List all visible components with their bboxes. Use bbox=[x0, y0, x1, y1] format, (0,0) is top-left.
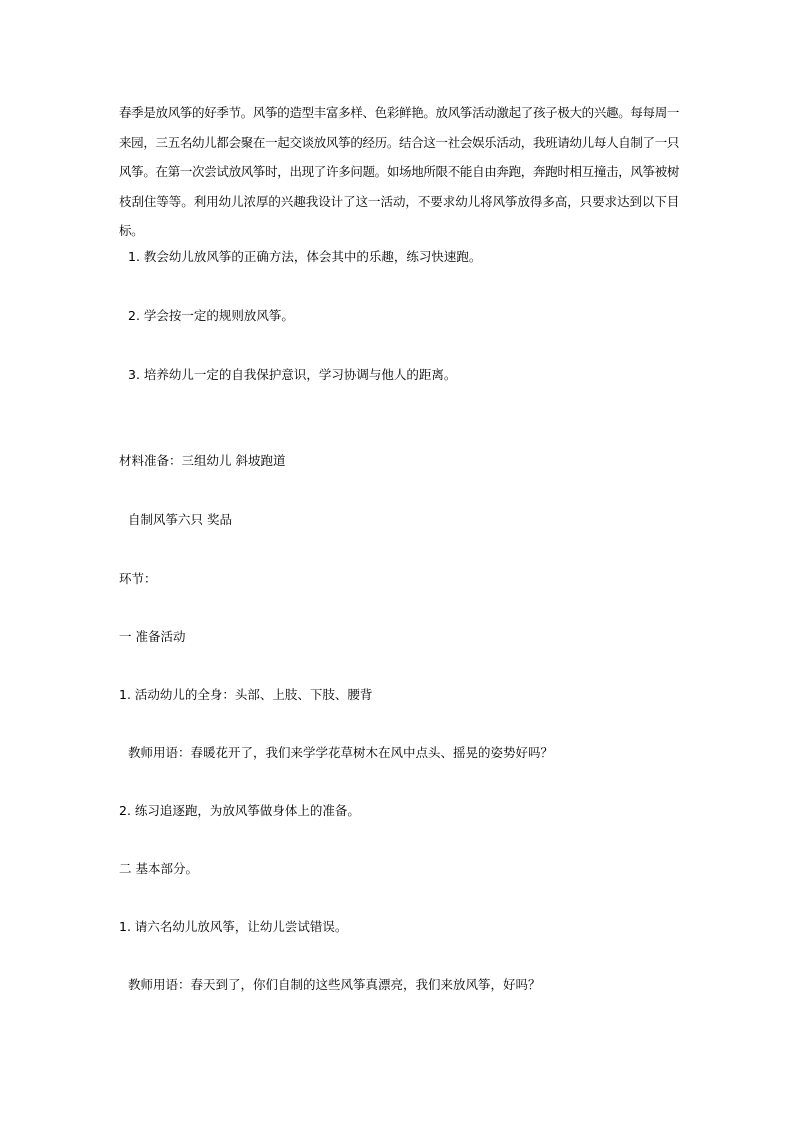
section-2-item-1: 1. 请六名幼儿放风筝，让幼儿尝试错误。 bbox=[119, 919, 348, 934]
section-2-heading: 二 基本部分。 bbox=[119, 861, 198, 876]
section-1-item-1: 1. 活动幼儿的全身：头部、上肢、下肢、腰背 bbox=[119, 687, 373, 702]
materials-line-2: 自制风筝六只 奖品 bbox=[128, 512, 232, 527]
intro-paragraph: 春季是放风筝的好季节。风筝的造型丰富多样、色彩鲜艳。放风筝活动激起了孩子极大的兴趣。每每周一来园，三五名幼儿都会聚在一起交谈放风筝的经历。结合这一社会娱乐活动，我班请幼儿每人自制了一只风筝。在第一次尝试放风筝时，出现了许多问题。如场地所限不能自由奔跑，奔跑时相互撞击，风筝被树枝刮住等等。利用幼儿浓厚的兴趣我设计了这一活动，不要求幼儿将风筝放得多高，只要求达到以下目标。 bbox=[119, 105, 679, 238]
section-1-heading: 一 准备活动 bbox=[119, 629, 186, 644]
goal-3: 3. 培养幼儿一定的自我保护意识，学习协调与他人的距离。 bbox=[128, 367, 457, 382]
materials-line-1: 材料准备：三组幼儿 斜坡跑道 bbox=[119, 453, 286, 468]
steps-heading: 环节： bbox=[119, 571, 157, 586]
goal-1: 1. 教会幼儿放风筝的正确方法，体会其中的乐趣，练习快速跑。 bbox=[128, 249, 482, 264]
section-2-teacher-line: 教师用语：春天到了，你们自制的这些风筝真漂亮，我们来放风筝，好吗？ bbox=[128, 977, 541, 992]
section-1-teacher-line: 教师用语：春暖花开了，我们来学学花草树木在风中点头、摇晃的姿势好吗？ bbox=[128, 745, 554, 760]
section-1-item-2: 2. 练习追逐跑，为放风筝做身体上的准备。 bbox=[119, 803, 360, 818]
goal-2: 2. 学会按一定的规则放风筝。 bbox=[128, 308, 294, 323]
